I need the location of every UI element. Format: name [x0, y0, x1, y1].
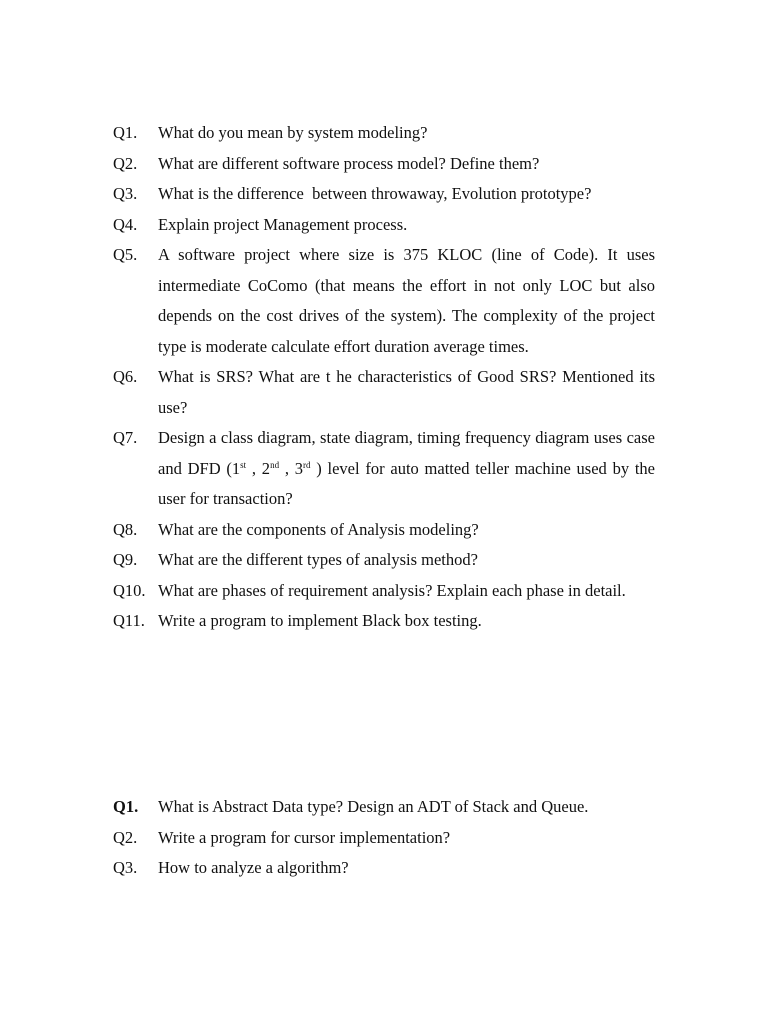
question-text-part: ) level for auto matted teller machine used by the user for transaction? — [158, 458, 656, 508]
question-text: A software project where size is 375 KLOC (line of Code). It uses intermediate CoComo (that means the effort in not only LOC but also depends on the cost drives of the system). The complexity of the project type is moderate calculate effort duration average times. — [158, 245, 655, 356]
question-text — [158, 423, 655, 515]
question-number: Q9. — [113, 550, 138, 569]
question-item — [113, 576, 655, 607]
question-item — [113, 515, 655, 546]
question-list-1 — [113, 118, 655, 637]
question-number: Q1. — [113, 797, 139, 816]
question-item — [113, 240, 655, 362]
question-item — [113, 362, 655, 423]
question-text: What are the components of Analysis modeling? — [158, 519, 479, 539]
question-item — [113, 149, 655, 180]
superscript: rd — [302, 459, 311, 470]
question-number: Q1. — [113, 123, 138, 142]
question-text: What are phases of requirement analysis? Explain each phase in detail. — [158, 580, 626, 600]
question-text: What is Abstract Data type? Design an ADT of Stack and Queue. — [158, 797, 589, 816]
question-text-part: , 2 — [246, 458, 271, 478]
question-number: Q10. — [113, 580, 146, 600]
question-number: Q3. — [113, 184, 138, 203]
question-item — [113, 853, 655, 884]
question-text: How to analyze a algorithm? — [158, 858, 349, 877]
question-item — [113, 210, 655, 241]
question-text: What are the different types of analysis method? — [158, 550, 478, 569]
question-number: Q5. — [113, 245, 138, 264]
question-text: What is the difference between throwaway, Evolution prototype? — [158, 184, 592, 203]
question-number: Q2. — [113, 827, 138, 847]
superscript: nd — [270, 459, 280, 470]
question-text: What do you mean by system modeling? — [158, 123, 428, 142]
question-number: Q3. — [113, 858, 138, 877]
question-item — [113, 792, 655, 823]
question-item — [113, 423, 655, 515]
question-item — [113, 179, 655, 210]
question-number: Q7. — [113, 428, 138, 447]
question-item — [113, 118, 655, 149]
question-number: Q11. — [113, 611, 145, 630]
question-text: What is SRS? What are t he characteristics of Good SRS? Mentioned its use? — [158, 367, 655, 417]
question-text: Write a program to implement Black box testing. — [158, 611, 482, 630]
question-text-part: , 3 — [279, 458, 303, 478]
question-item — [113, 823, 655, 854]
question-text: What are different software process model? Define them? — [158, 153, 540, 173]
superscript: st — [240, 459, 247, 470]
question-text: Write a program for cursor implementation? — [158, 827, 451, 847]
question-text: Explain project Management process. — [158, 214, 408, 234]
question-number: Q2. — [113, 153, 138, 173]
question-number: Q4. — [113, 214, 138, 234]
question-text-part: Design a class diagram, state diagram, timing frequency diagram uses case and DFD (1 — [158, 428, 655, 478]
question-item — [113, 606, 655, 637]
question-item — [113, 545, 655, 576]
question-list-2 — [113, 792, 655, 884]
question-number: Q6. — [113, 367, 138, 386]
question-number: Q8. — [113, 519, 138, 539]
